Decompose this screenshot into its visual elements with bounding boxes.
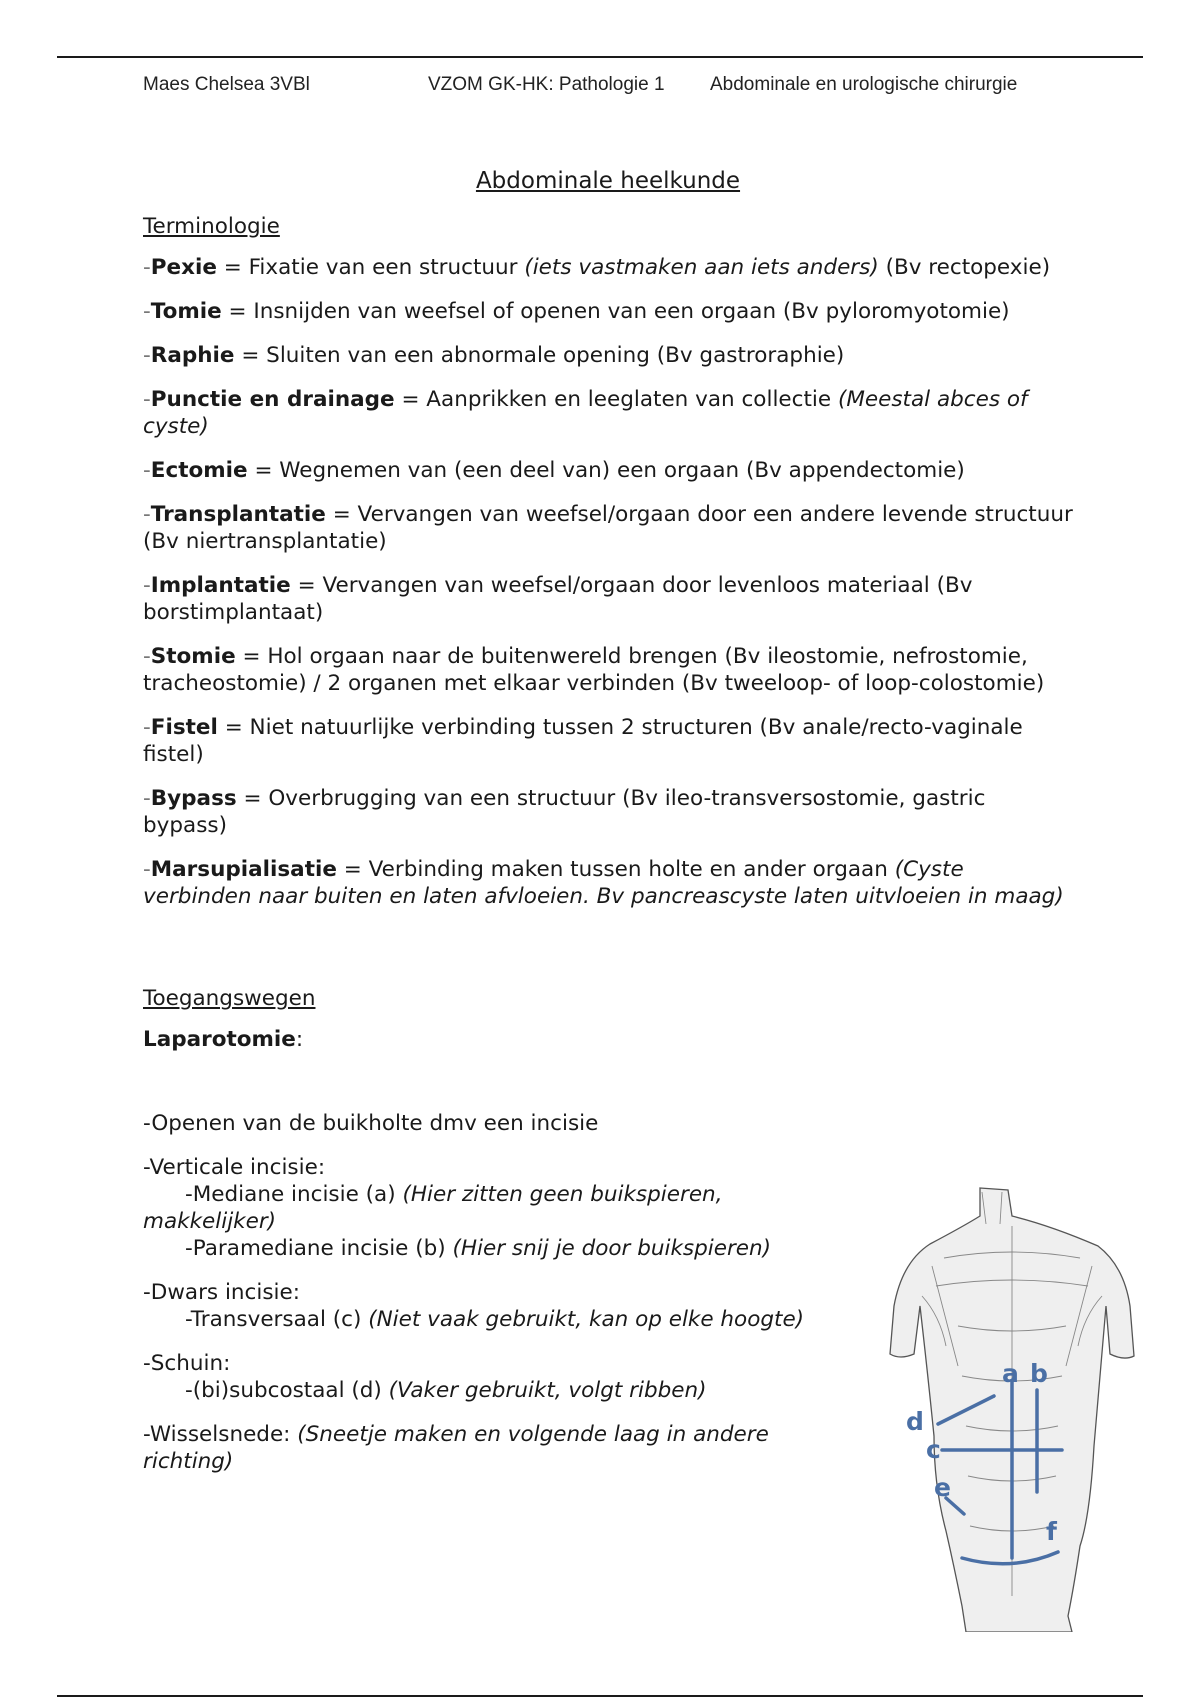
header-course: VZOM GK-HK: Pathologie 1 [428,74,665,95]
document-body [143,168,1073,1070]
label-d: d [906,1407,924,1436]
label-e: e [934,1473,951,1502]
term-item: -Raphie = Sluiten van een abnormale opening (Bv gastroraphie) [143,343,845,368]
term-item: -Implantatie = Vervangen van weefsel/orgaan door levenloos materiaal (Bv borstimplantaat) [143,573,973,625]
page-title: Abdominale heelkunde [475,168,741,194]
term-item: -Bypass = Overbrugging van een structuur (Bv ileo-transversostomie, gastric bypass) [143,786,986,838]
oblique-block: -Schuin: -(bi)subcostaal (d) (Vaker gebruikt, volgt ribben) [143,1351,707,1403]
bottom-rule [57,1695,1143,1697]
term-item: -Punctie en drainage = Aanprikken en leeglaten van collectie (Meestal abces of cyste) [143,387,1028,439]
open-line: -Openen van de buikholte dmv een incisie [143,1111,599,1136]
term-item: -Stomie = Hol orgaan naar de buitenwereld brengen (Bv ileostomie, nefrostomie, tracheostomie) / 2 organen met elkaar verbinden (Bv tweeloop- of loop-colostomie) [143,644,1045,696]
abdomen-incision-figure [862,1186,1162,1632]
term-item: -Pexie = Fixatie van een structuur (iets vastmaken aan iets anders) (Bv rectopexie) [143,255,1051,280]
term-item: -Transplantatie = Vervangen van weefsel/orgaan door een andere levende structuur (Bv niertransplantatie) [143,502,1073,554]
laparotomy-title: Laparotomie: [143,1027,304,1052]
terminology-heading: Terminologie [143,214,280,239]
term-item: -Fistel = Niet natuurlijke verbinding tussen 2 structuren (Bv anale/recto-vaginale fistel) [143,715,1023,767]
term-item: -Ectomie = Wegnemen van (een deel van) een orgaan (Bv appendectomie) [143,458,965,483]
label-b: b [1030,1359,1048,1388]
label-a: a [1002,1359,1019,1388]
header-author: Maes Chelsea 3VBl [143,74,310,95]
label-c: c [926,1435,941,1464]
transverse-block: -Dwars incisie: -Transversaal (c) (Niet vaak gebruikt, kan op elke hoogte) [143,1280,805,1332]
laparotomy-section [143,1110,823,1492]
wissel-block: -Wisselsnede: (Sneetje maken en volgende laag in andere richting) [143,1422,769,1474]
label-f: f [1046,1517,1057,1546]
top-rule [57,56,1143,58]
access-heading: Toegangswegen [143,986,316,1011]
term-item: -Marsupialisatie = Verbinding maken tussen holte en ander orgaan (Cyste verbinden naar buiten en laten afvloeien. Bv pancreascyste laten uitvloeien in maag) [143,857,1064,909]
vertical-block: -Verticale incisie: -Mediane incisie (a) (Hier zitten geen buikspieren, makkelijker) -Paramediane incisie (b) (Hier snij je door buikspieren) [143,1155,772,1261]
term-item: -Tomie = Insnijden van weefsel of openen van een orgaan (Bv pyloromyotomie) [143,299,1010,324]
terminology-list [143,254,1073,910]
header-chapter: Abdominale en urologische chirurgie [710,74,1018,95]
